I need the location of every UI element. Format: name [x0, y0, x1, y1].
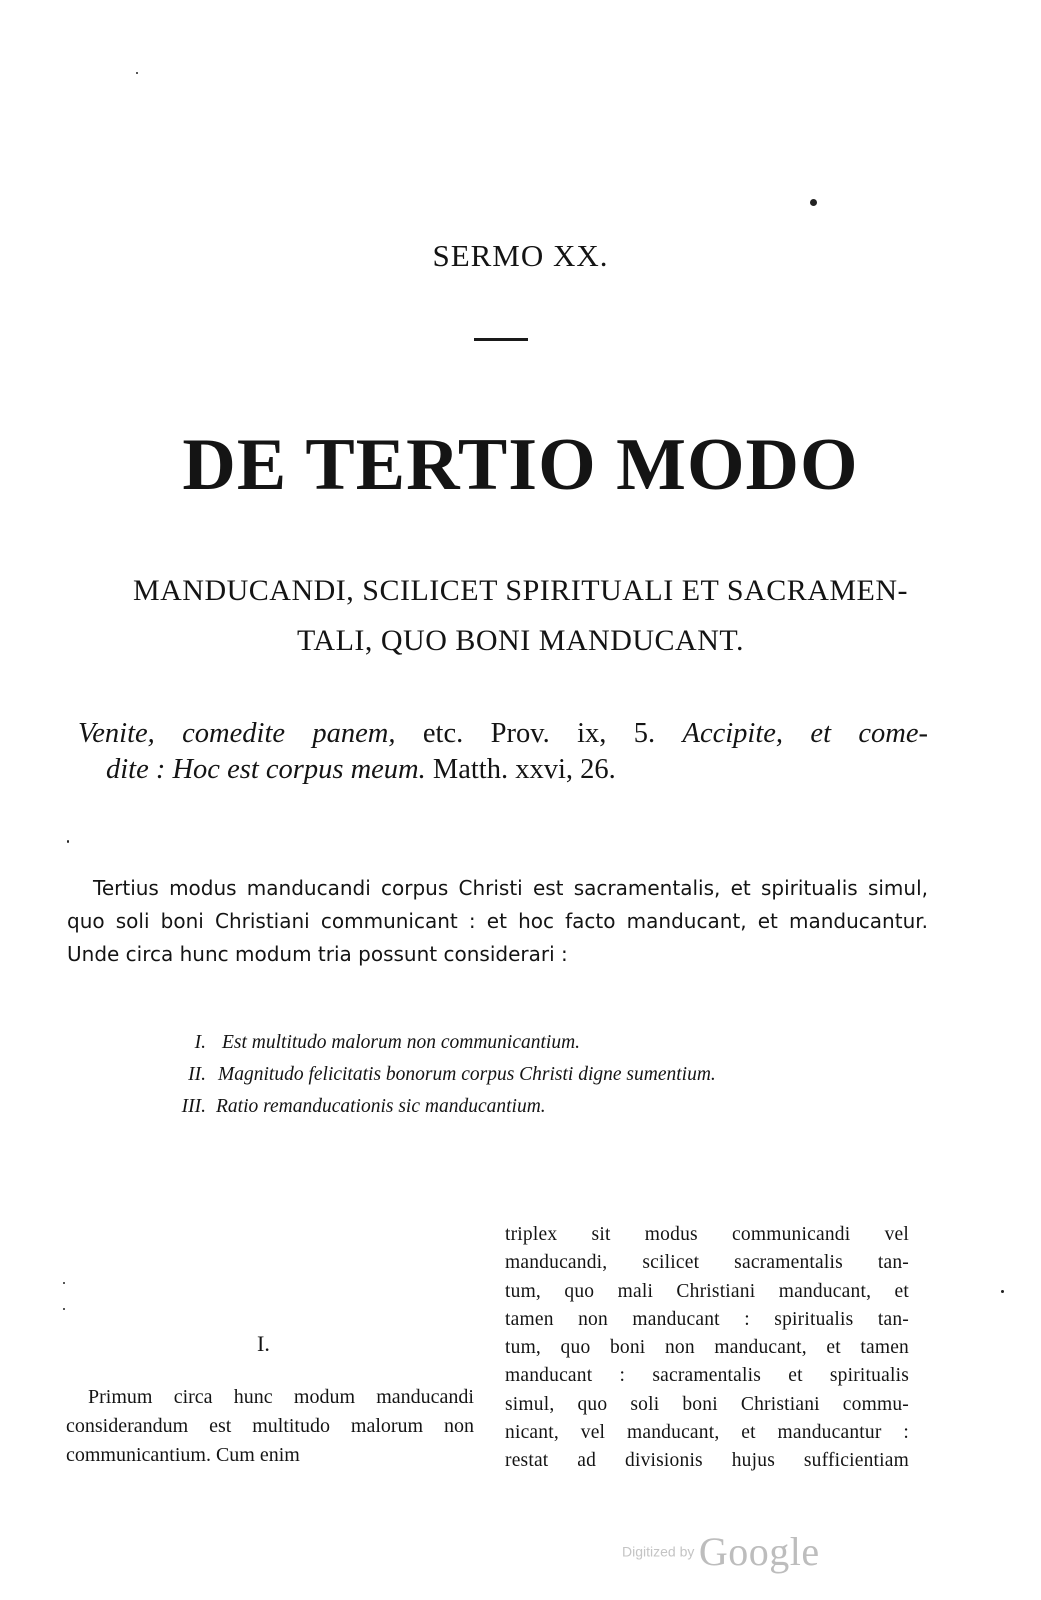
outline-item-text: Est multitudo malorum non communicantium.: [222, 1032, 581, 1053]
intro-text: Tertius modus manducandi corpus Christi est sacramentalis, et spiritualis simul, quo soli boni Christiani communicant : et hoc facto manducant, et manducantur. Unde circa hunc modum tria possunt considerari :: [67, 876, 928, 966]
outline-item-text: Ratio remanducationis sic manducantium.: [216, 1096, 546, 1117]
watermark-prefix: Digitized by: [622, 1543, 695, 1560]
right-column-line: manducant : sacramentalis et spiritualis: [505, 1365, 909, 1387]
epigraph-reference-2: Matth. xxvi, 26.: [425, 754, 616, 785]
ink-speck: [136, 72, 138, 74]
subtitle: [60, 566, 981, 666]
right-column-line: tamen non manducant : spiritualis tan-: [505, 1308, 909, 1330]
right-column-line: tum, quo boni non manducant, et tamen: [505, 1337, 909, 1359]
outline-item-number: I.: [194, 1032, 206, 1053]
title-divider: [474, 338, 528, 341]
right-column-line: nicant, vel manducant, et manducantur :: [505, 1422, 909, 1444]
digitized-watermark: [622, 1528, 820, 1575]
subtitle-line-2: TALI, QUO BONI MANDUCANT.: [296, 624, 744, 657]
ink-speck: [63, 1308, 65, 1310]
right-column: [505, 1221, 909, 1476]
outline-list: [0, 1027, 1041, 1123]
right-column-line: triplex sit modus communicandi vel: [505, 1224, 909, 1245]
ink-speck: [1001, 1290, 1004, 1293]
right-column-line: restat ad divisionis hujus sufficientiam: [505, 1450, 909, 1472]
right-column-line: manducandi, scilicet sacramentalis tan-: [505, 1252, 909, 1274]
watermark-brand: Google: [698, 1529, 820, 1574]
epigraph-quote-2-end: dite : Hoc est corpus meum.: [106, 754, 426, 785]
ink-speck: [67, 840, 69, 843]
left-column: [66, 1383, 474, 1470]
left-column-text: Primum circa hunc modum manducandi considerandum est multitudo malorum non communicantium. Cum enim: [66, 1386, 474, 1466]
outline-item-text: Magnitudo felicitatis bonorum corpus Christi digne sumentium.: [218, 1064, 716, 1085]
outline-item-number: III.: [181, 1096, 206, 1117]
outline-item: [0, 1091, 1041, 1123]
right-column-line: simul, quo soli boni Christiani commu-: [505, 1393, 909, 1415]
sermon-number: SERMO XX.: [432, 238, 609, 273]
subtitle-line-1: MANDUCANDI, SCILICET SPIRITUALI ET SACRAMEN-: [132, 574, 909, 607]
section-number: I.: [257, 1331, 270, 1356]
page-title: DE TERTIO MODO: [182, 424, 859, 506]
ink-speck: [810, 199, 817, 206]
epigraph: [78, 716, 928, 788]
intro-paragraph: [67, 872, 928, 971]
epigraph-quote-2-start: Accipite, et come-: [682, 718, 928, 749]
outline-item: [0, 1027, 1041, 1059]
outline-item-number: II.: [188, 1064, 206, 1085]
right-column-line: tum, quo mali Christiani manducant, et: [505, 1280, 909, 1302]
ink-speck: [63, 1282, 65, 1284]
outline-item: [0, 1059, 1041, 1091]
epigraph-reference-1: etc. Prov. ix, 5.: [395, 718, 683, 749]
epigraph-quote-1: Venite, comedite panem,: [78, 718, 396, 749]
